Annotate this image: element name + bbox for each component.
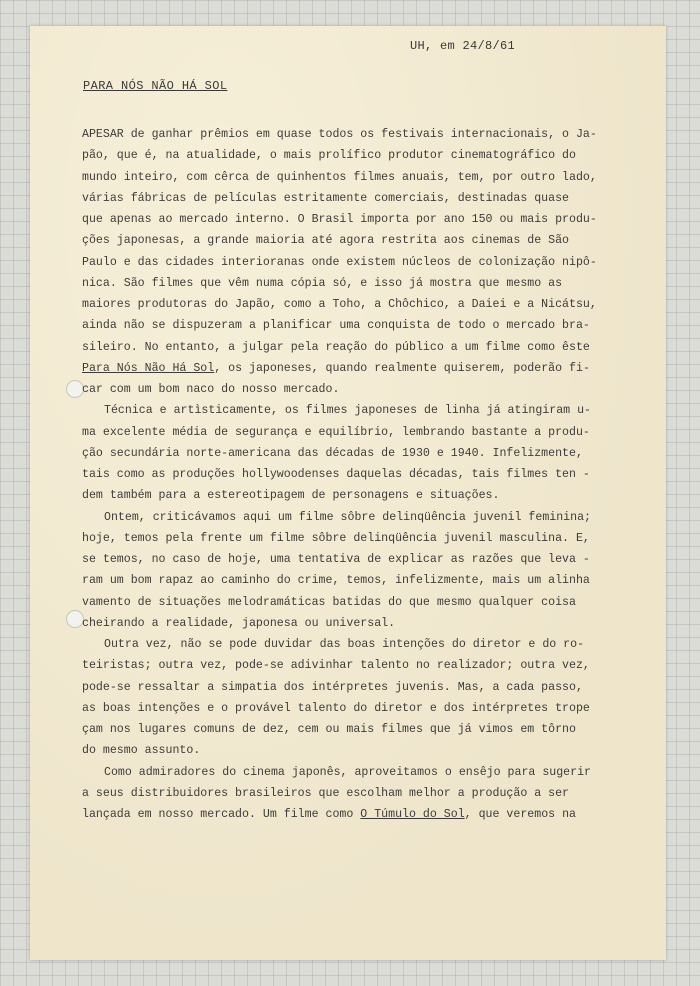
text-line: maiores produtoras do Japão, como a Toho, a Chôchico, a Daiei e a Nicátsu, (82, 298, 597, 311)
text-line: car com um bom naco do nosso mercado. (82, 383, 340, 396)
text-line: ções japonesas, a grande maioria até agora restrita aos cinemas de São (82, 234, 570, 248)
film-title: O Túmulo do Sol (360, 808, 465, 821)
text-line: dem também para a estereotipagem de personagens e situações. (82, 489, 500, 503)
text-line: hoje, temos pela frente um filme sôbre delinqüência juvenil masculina. E, (82, 531, 590, 545)
typed-page (30, 26, 666, 960)
text-line: se temos, no caso de hoje, uma tentativa de explicar as razões que leva - (82, 553, 590, 566)
text-line: Técnica e artìsticamente, os filmes japoneses de linha já atingiram u- (104, 404, 592, 418)
article-title: PARA NÓS NÃO HÁ SOL (83, 79, 228, 93)
text-line: a seus distribuidores brasileiros que escolham melhor a produção a ser (82, 786, 570, 800)
text-line: ma excelente média de segurança e equilíbrio, lembrando bastante a produ- (82, 425, 590, 439)
text-line: ainda não se dispuzeram a planificar uma conquista de todo o mercado bra- (82, 319, 590, 333)
text-line: Ontem, criticávamos aqui um filme sôbre delinqüência juvenil feminina; (104, 510, 592, 524)
text-line: cheirando a realidade, japonesa ou universal. (82, 616, 396, 630)
text-line: ção secundária norte-americana das décadas de 1930 e 1940. Infelizmente, (82, 446, 583, 460)
text-line: vamento de situações melodramáticas batidas do que mesmo qualquer coisa (82, 595, 576, 609)
text-line: sileiro. No entanto, a julgar pela reação do público a um filme como êste (82, 340, 590, 354)
text-line: ram um bom rapaz ao caminho do crime, temos, infelizmente, mais um alinha (82, 574, 590, 588)
text-line: Como admiradores do cinema japonês, aproveitamos o ensêjo para sugerir (104, 765, 592, 779)
text-line: mundo inteiro, com cêrca de quinhentos filmes anuais, tem, por outro lado, (82, 170, 597, 184)
text-line: pão, que é, na atualidade, o mais prolífico produtor cinematográfico do (82, 149, 576, 163)
article-body (82, 124, 642, 825)
text-line: várias fábricas de películas estritamente comerciais, destinadas quase (82, 191, 570, 205)
text-line: que apenas ao mercado interno. O Brasil importa por ano 150 ou mais produ- (82, 213, 597, 226)
text-line: Para Nós Não Há Sol, os japoneses, quando realmente quiserem, poderão fi- (82, 361, 590, 375)
film-title: Para Nós Não Há Sol (82, 361, 215, 375)
text-line: tais como as produções hollywoodenses daquelas décadas, tais filmes ten - (82, 468, 590, 481)
text-line: nica. São filmes que vêm numa cópia só, e isso já mostra que mesmo as (82, 276, 563, 290)
text-line: çam nos lugares comuns de dez, cem ou mais filmes que já vimos em tôrno (82, 723, 576, 736)
text-line: lançada em nosso mercado. Um filme como O Túmulo do Sol, que veremos na (82, 808, 576, 821)
text-line: do mesmo assunto. (82, 744, 201, 758)
text-line: Paulo e das cidades interioranas onde existem núcleos de colonização nipô- (82, 255, 597, 269)
text-line: pode-se ressaltar a simpatia dos intérpretes juvenis. Mas, a cada passo, (82, 680, 583, 694)
text-line: as boas intenções e o provável talento do diretor e dos intérpretes trope (82, 701, 590, 715)
text-line: teiristas; outra vez, pode-se adivinhar talento no realizador; outra vez, (82, 659, 590, 673)
dateline: UH, em 24/8/61 (410, 39, 516, 53)
text-line: Outra vez, não se pode duvidar das boas intenções do diretor e do ro- (104, 638, 585, 651)
text-line: APESAR de ganhar prêmios em quase todos os festivais internacionais, o Ja- (82, 128, 597, 141)
